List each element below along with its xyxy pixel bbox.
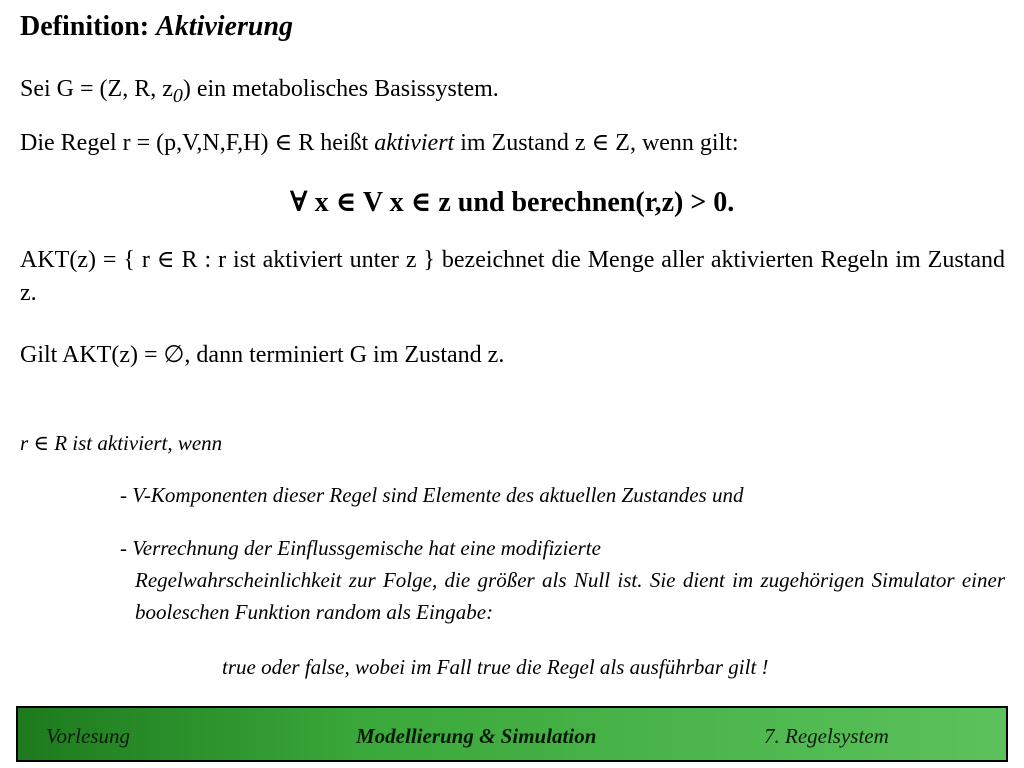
footer-chapter: 7. Regelsystem [764, 724, 889, 748]
line1-subscript: 0 [172, 84, 183, 107]
footer-lecture: Vorlesung [46, 724, 130, 748]
title-term: Aktivierung [156, 11, 294, 42]
notes-item-2 [120, 532, 1005, 628]
akt-definition: AKT(z) = { r ∈ R : r ist aktiviert unter z } bezeichnet die Menge aller aktivierten Regeln im Zustand z. [20, 247, 1005, 306]
footer-course: Modellierung & Simulation [356, 724, 597, 748]
definition-line-1 [20, 74, 499, 111]
line2-emphasis: aktiviert [374, 130, 455, 156]
definition-line-2 [20, 128, 739, 158]
notes-intro: r ∈ R ist aktiviert, wenn [20, 431, 223, 455]
line1-text-a: Sei G = (Z, R, z [20, 76, 173, 102]
notes-item-3: true oder false, wobei im Fall true die Regel als ausführbar gilt ! [222, 655, 769, 679]
title-label: Definition: [20, 11, 157, 42]
slide-title [20, 12, 293, 42]
footer-bar [16, 706, 1008, 762]
notes-item-2-rest: Regelwahrscheinlichkeit zur Folge, die größer als Null ist. Sie dient im zugehörigen Simulator einer booleschen Funktion random als Eingabe: [135, 568, 1005, 624]
activation-formula: ∀ x ∈ V x ∈ z und berechnen(r,z) > 0. [289, 187, 735, 218]
line2-text-b: im Zustand z ∈ Z, wenn gilt: [454, 130, 739, 156]
line1-text-b: ) ein metabolisches Basissystem. [182, 76, 499, 102]
line2-text-a: Die Regel r = (p,V,N,F,H) ∈ R heißt [20, 130, 375, 156]
notes-item-1: - V-Komponenten dieser Regel sind Elemente des aktuellen Zustandes und [120, 483, 744, 507]
notes-item-2-first: - Verrechnung der Einflussgemische hat eine modifizierte [120, 536, 601, 560]
termination-line: Gilt AKT(z) = ∅, dann terminiert G im Zustand z. [20, 342, 505, 368]
